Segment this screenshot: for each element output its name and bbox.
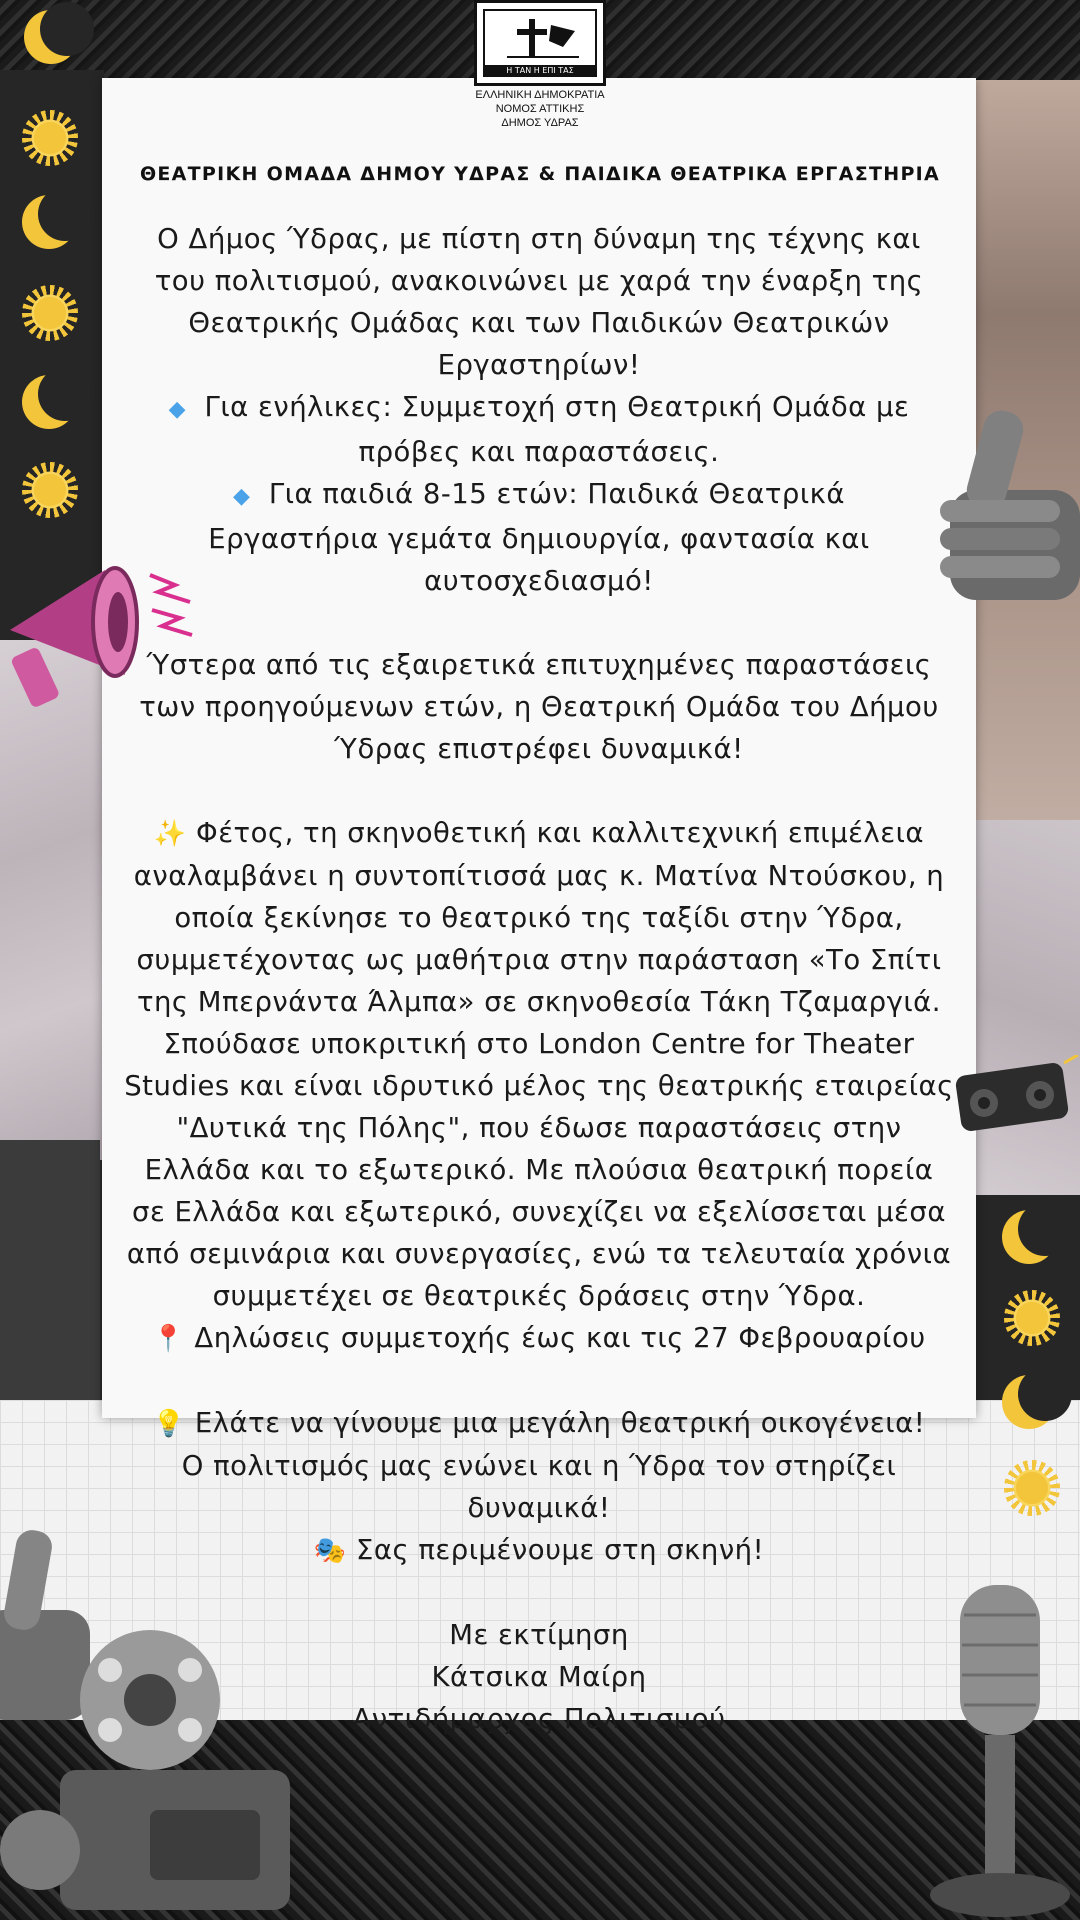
- signature-role: Αντιδήμαρχος Πολιτισμού: [352, 1703, 726, 1735]
- sun-icon: [22, 462, 78, 518]
- header-line: ΔΗΜΟΣ ΥΔΡΑΣ: [501, 117, 579, 129]
- sun-icon: [1004, 1290, 1060, 1346]
- bullet-kids-cont: αυτοσχεδιασμό!: [424, 565, 654, 597]
- sun-icon: [22, 110, 78, 166]
- return-line: των προηγούμενων ετών, η Θεατρική Ομάδα του Δήμου: [139, 691, 939, 723]
- director-line: Studies και είναι ιδρυτικό μέλος της θεατρικής εταιρείας: [124, 1070, 954, 1102]
- moon-icon: [24, 10, 78, 64]
- intro-line: Ο Δήμος Ύδρας, με πίστη στη δύναμη της τέχνης και: [157, 223, 921, 255]
- director-line: αναλαμβάνει η συντοπίτισσά μας κ. Ματίνα Ντούσκου, η: [133, 860, 945, 892]
- pin-icon: 📍: [152, 1324, 186, 1354]
- header-line: ΝΟΜΟΣ ΑΤΤΙΚΗΣ: [495, 103, 585, 115]
- director-line: σε Ελλάδα και εξωτερικό, συνεχίζει να εξελίσσεται μέσα: [132, 1196, 946, 1228]
- municipality-logo: [474, 0, 606, 86]
- director-line: συμμετέχοντας ως μαθήτρια στην παράσταση «Το Σπίτι: [136, 944, 942, 976]
- bullet-adults-cont: πρόβες και παραστάσεις.: [358, 436, 720, 468]
- director-line: συμμετέχει σε θεατρικές δράσεις στην Ύδρα.: [212, 1280, 866, 1312]
- director-line: της Μπερνάντα Άλμπα» σε σκηνοθεσία Τάκη Τζαμαργιά.: [136, 986, 942, 1018]
- director-line: Σπούδασε υποκριτική στο London Centre for Theater: [163, 1028, 915, 1060]
- theater-masks-icon: 🎭: [313, 1536, 347, 1566]
- bullet-kids-cont: Εργαστήρια γεμάτα δημιουργία, φαντασία και: [208, 523, 870, 555]
- moon-icon: [22, 375, 76, 429]
- intro-line: Εργαστηρίων!: [437, 349, 641, 381]
- stage-line: 🎭 Σας περιμένουμε στη σκηνή!: [313, 1534, 765, 1566]
- announcement-body: [102, 218, 976, 1740]
- sun-icon: [1004, 1460, 1060, 1516]
- signature-line: Με εκτίμηση: [449, 1619, 629, 1651]
- return-line: Ύστερα από τις εξαιρετικά επιτυχημένες παραστάσεις: [146, 649, 932, 681]
- moon-icon: [22, 195, 76, 249]
- municipality-header: [440, 88, 640, 130]
- marble-paper-right: [970, 820, 1080, 1200]
- intro-line: Θεατρικής Ομάδας και των Παιδικών Θεατρικών: [188, 307, 890, 339]
- sun-icon: [22, 285, 78, 341]
- logo-banner-text: Η ΤΑΝ Η ΕΠΙ ΤΑΣ: [485, 65, 595, 77]
- light-bulb-icon: 💡: [152, 1409, 186, 1439]
- closing-line: 💡 Ελάτε να γίνουμε μια μεγάλη θεατρική οικογένεια!: [152, 1407, 926, 1439]
- director-line: από σεμινάρια και συνεργασίες, ενώ τα τελευταία χρόνια: [126, 1238, 952, 1270]
- moon-icon: [1002, 1210, 1056, 1264]
- page-title: ΘΕΑΤΡΙΚΗ ΟΜΑΔΑ ΔΗΜΟΥ ΥΔΡΑΣ & ΠΑΙΔΙΚΑ ΘΕΑΤΡΙΚΑ ΕΡΓΑΣΤΗΡΙΑ: [139, 163, 941, 185]
- director-line: οποία ξεκίνησε το θεατρικό της ταξίδι στην Ύδρα,: [174, 902, 904, 934]
- closing-line: δυναμικά!: [467, 1492, 611, 1524]
- director-line: Ελλάδα και το εξωτερικό. Με πλούσια θεατρική πορεία: [144, 1154, 934, 1186]
- blue-diamond-icon: ◆: [233, 484, 251, 509]
- header-line: ΕΛΛΗΝΙΚΗ ΔΗΜΟΚΡΑΤΙΑ: [475, 89, 605, 101]
- blue-diamond-icon: ◆: [168, 397, 187, 422]
- closing-line: Ο πολιτισμός μας ενώνει και η Ύδρα τον στηρίζει: [181, 1450, 897, 1482]
- signature-name: Κάτσικα Μαίρη: [431, 1661, 647, 1693]
- bullet-kids: ◆ Για παιδιά 8-15 ετών: Παιδικά Θεατρικά: [233, 478, 845, 510]
- deadline-line: 📍 Δηλώσεις συμμετοχής έως και τις 27 Φεβρουαρίου: [152, 1322, 926, 1354]
- return-line: Ύδρας επιστρέφει δυναμικά!: [334, 733, 744, 765]
- cross-flag-icon: [485, 11, 601, 71]
- moon-icon: [1002, 1375, 1056, 1429]
- director-line: "Δυτικά της Πόλης", που έδωσε παραστάσεις στην: [176, 1112, 902, 1144]
- bullet-adults: ◆ Για ενήλικες: Συμμετοχή στη Θεατρική Ομάδα με: [168, 391, 910, 423]
- grey-paper-left: [0, 1140, 100, 1420]
- intro-line: του πολιτισμού, ανακοινώνει με χαρά την έναρξη της: [154, 265, 924, 297]
- sparkles-icon: ✨: [153, 819, 187, 849]
- director-line: ✨ Φέτος, τη σκηνοθετική και καλλιτεχνική επιμέλεια: [153, 817, 925, 849]
